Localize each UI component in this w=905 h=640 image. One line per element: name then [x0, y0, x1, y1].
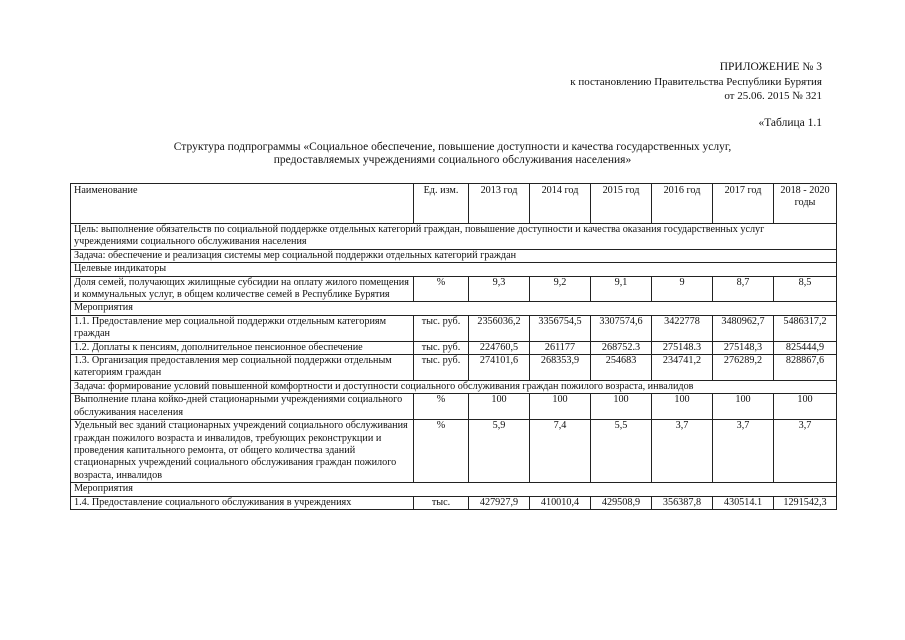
row-name: Доля семей, получающих жилищные субсидии на оплату жилого помещения и коммунальных услуг, в общем количестве семей в Республике Бурятия — [71, 276, 414, 302]
subprogram-structure-table — [70, 183, 837, 510]
appendix-number: ПРИЛОЖЕНИЕ № 3 — [719, 61, 822, 73]
row-unit: тыс. — [414, 496, 469, 509]
table-row — [71, 276, 837, 302]
value-2014: 261177 — [530, 341, 591, 354]
title-line-1: Структура подпрограммы «Социальное обеспечение, повышение доступности и качества государственных услуг, — [173, 141, 732, 153]
table-row — [71, 315, 837, 341]
row-name: 1.1. Предоставление мер социальной поддержки отдельным категориям граждан — [71, 315, 414, 341]
row-unit: тыс. руб. — [414, 315, 469, 341]
resolution-reference: к постановлению Правительства Республики Бурятия — [570, 76, 822, 88]
header-2016: 2016 год — [652, 184, 713, 224]
header-2017: 2017 год — [713, 184, 774, 224]
value-2015: 268752.3 — [591, 341, 652, 354]
value-2018-2020: 3,7 — [774, 420, 837, 483]
table-row — [71, 341, 837, 354]
row-unit: % — [414, 276, 469, 302]
value-2014: 9,2 — [530, 276, 591, 302]
value-2014: 410010,4 — [530, 496, 591, 509]
value-2017: 3,7 — [713, 420, 774, 483]
value-2018-2020: 828867,6 — [774, 355, 837, 381]
row-unit: тыс. руб. — [414, 355, 469, 381]
resolution-date: от 25.06. 2015 № 321 — [724, 90, 822, 102]
table-row — [71, 380, 837, 393]
value-2017: 275148,3 — [713, 341, 774, 354]
row-name: Выполнение плана койко-дней стационарными учреждениями социального обслуживания населения — [71, 394, 414, 420]
value-2016: 3422778 — [652, 315, 713, 341]
value-2015: 254683 — [591, 355, 652, 381]
goal-row: Цель: выполнение обязательств по социальной поддержке отдельных категорий граждан, повышение доступности и качества оказания государственных услуг учреждениями социального обслуживания населения — [71, 224, 837, 250]
value-2016: 9 — [652, 276, 713, 302]
table-row — [71, 483, 837, 496]
table-row — [71, 249, 837, 262]
table-row — [71, 420, 837, 483]
measures-heading-row: Мероприятия — [71, 302, 837, 315]
value-2014: 100 — [530, 394, 591, 420]
value-2013: 5,9 — [469, 420, 530, 483]
value-2013: 9,3 — [469, 276, 530, 302]
title-line-2: предоставляемых учреждениями социального обслуживания населения» — [273, 154, 632, 166]
value-2018-2020: 8,5 — [774, 276, 837, 302]
value-2013: 100 — [469, 394, 530, 420]
value-2018-2020: 825444,9 — [774, 341, 837, 354]
header-name: Наименование — [71, 184, 414, 224]
value-2017: 430514.1 — [713, 496, 774, 509]
header-2018-2020: 2018 - 2020 годы — [774, 184, 837, 224]
document-title — [70, 141, 835, 167]
targets-heading-row: Целевые индикаторы — [71, 263, 837, 276]
table-header-row — [71, 184, 837, 224]
header-2014: 2014 год — [530, 184, 591, 224]
value-2015: 5,5 — [591, 420, 652, 483]
task-1-row: Задача: обеспечение и реализация системы мер социальной поддержки отдельных категорий граждан — [71, 249, 837, 262]
value-2013: 274101,6 — [469, 355, 530, 381]
value-2016: 100 — [652, 394, 713, 420]
row-name: 1.2. Доплаты к пенсиям, дополнительное пенсионное обеспечение — [71, 341, 414, 354]
value-2016: 356387,8 — [652, 496, 713, 509]
value-2015: 429508,9 — [591, 496, 652, 509]
value-2013: 427927,9 — [469, 496, 530, 509]
table-row — [71, 394, 837, 420]
value-2017: 3480962,7 — [713, 315, 774, 341]
table-row — [71, 224, 837, 250]
value-2018-2020: 100 — [774, 394, 837, 420]
value-2014: 268353,9 — [530, 355, 591, 381]
value-2013: 224760,5 — [469, 341, 530, 354]
value-2014: 7,4 — [530, 420, 591, 483]
measures-heading-row-2: Мероприятия — [71, 483, 837, 496]
value-2017: 276289,2 — [713, 355, 774, 381]
value-2015: 3307574,6 — [591, 315, 652, 341]
value-2015: 9,1 — [591, 276, 652, 302]
table-row — [71, 263, 837, 276]
value-2017: 100 — [713, 394, 774, 420]
value-2016: 234741,2 — [652, 355, 713, 381]
table-row — [71, 302, 837, 315]
value-2015: 100 — [591, 394, 652, 420]
row-unit: тыс. руб. — [414, 341, 469, 354]
table-row — [71, 496, 837, 509]
row-name: Удельный вес зданий стационарных учреждений социального обслуживания граждан пожилого возраста и инвалидов, требующих реконструкции и проведения капитального ремонта, от общего количества зданий стационарных учреждений социального обслуживания граждан пожилого возраста, инвалидов — [71, 420, 414, 483]
row-unit: % — [414, 394, 469, 420]
header-2015: 2015 год — [591, 184, 652, 224]
value-2013: 2356036,2 — [469, 315, 530, 341]
value-2014: 3356754,5 — [530, 315, 591, 341]
value-2017: 8,7 — [713, 276, 774, 302]
table-row — [71, 355, 837, 381]
value-2016: 3,7 — [652, 420, 713, 483]
row-name: 1.3. Организация предоставления мер социальной поддержки отдельным категориям граждан — [71, 355, 414, 381]
value-2018-2020: 5486317,2 — [774, 315, 837, 341]
header-unit: Ед. изм. — [414, 184, 469, 224]
row-name: 1.4. Предоставление социального обслуживания в учреждениях — [71, 496, 414, 509]
value-2018-2020: 1291542,3 — [774, 496, 837, 509]
header-2013: 2013 год — [469, 184, 530, 224]
table-number: «Таблица 1.1 — [758, 117, 822, 129]
value-2016: 275148.3 — [652, 341, 713, 354]
row-unit: % — [414, 420, 469, 483]
task-2-row: Задача: формирование условий повышенной комфортности и доступности социального обслуживания граждан пожилого возраста, инвалидов — [71, 380, 837, 393]
